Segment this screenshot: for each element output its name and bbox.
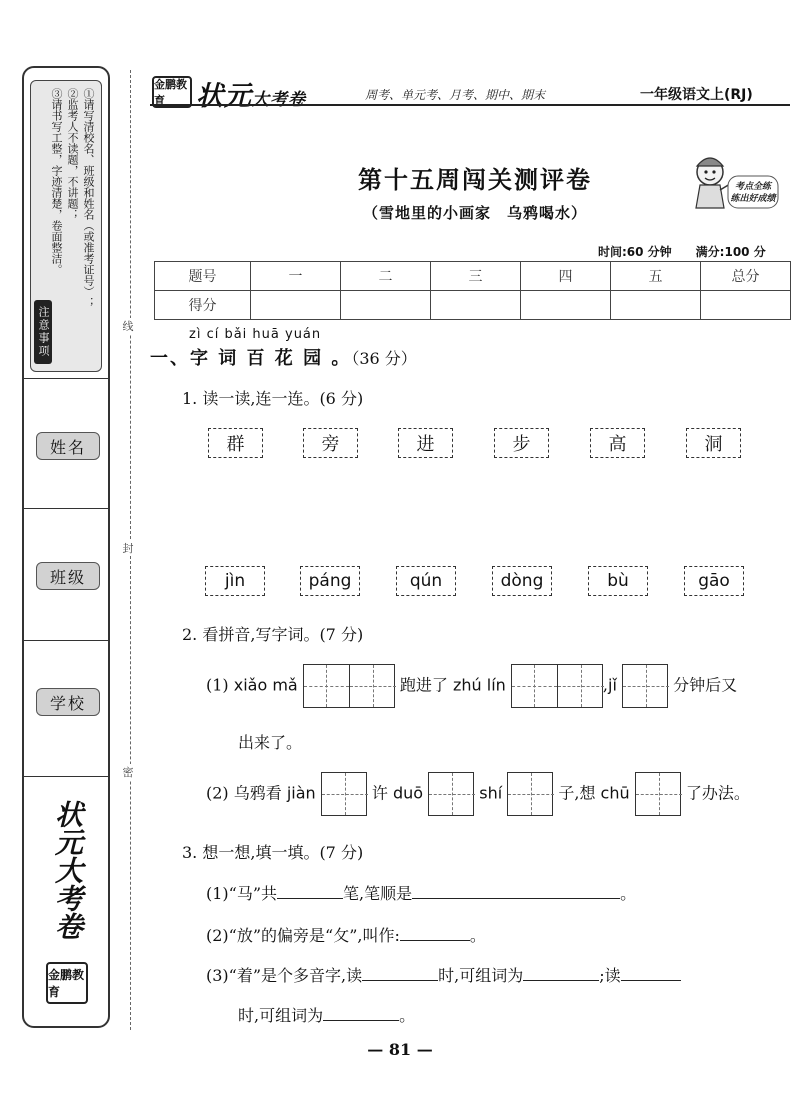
tianzige-box[interactable] bbox=[635, 772, 681, 816]
notice-item-2: ②监考人不读题，不讲题； bbox=[66, 88, 79, 220]
pinyin-box[interactable]: jìn bbox=[205, 566, 265, 596]
answer-blank[interactable] bbox=[277, 880, 343, 899]
char-box[interactable]: 旁 bbox=[303, 428, 358, 458]
q3-l2-text: 。 bbox=[469, 926, 486, 945]
score-header-cell: 总分 bbox=[701, 262, 791, 291]
q2-l1-pinyin: zhú lín bbox=[453, 675, 506, 695]
page-number: — 81 — bbox=[367, 1040, 433, 1059]
score-cell[interactable] bbox=[701, 291, 791, 320]
q2-l2-pinyin: shí bbox=[479, 783, 503, 803]
score-row-label: 得分 bbox=[155, 291, 251, 320]
notice-tag: 注意事项 bbox=[34, 300, 52, 364]
q2-l1-pinyin: jǐ bbox=[608, 675, 617, 695]
grade-label: 一年级语文上(RJ) bbox=[640, 87, 753, 103]
q3-l3-text: 。 bbox=[399, 1006, 416, 1025]
score-header-cell: 四 bbox=[521, 262, 611, 291]
q3-l1-text: 。 bbox=[620, 884, 637, 903]
cut-char-secret: 密 bbox=[120, 764, 136, 780]
q2-l2-text: 许 bbox=[371, 783, 393, 803]
publisher-logo: 金鹏教育 bbox=[152, 76, 192, 108]
char-box[interactable]: 高 bbox=[590, 428, 645, 458]
tianzige-box[interactable] bbox=[321, 772, 367, 816]
sidebar-divider bbox=[22, 640, 110, 641]
sidebar-brand-logo: 状元大考卷 bbox=[51, 800, 84, 940]
score-cell[interactable] bbox=[521, 291, 611, 320]
q3-line2 bbox=[206, 922, 486, 946]
pinyin-box[interactable]: dòng bbox=[492, 566, 552, 596]
answer-blank[interactable] bbox=[621, 962, 681, 981]
mascot-illustration bbox=[680, 148, 780, 218]
score-table-header-row bbox=[155, 262, 791, 291]
time-and-score-info: 时间:60 分钟 满分:100 分 bbox=[598, 245, 766, 259]
q3-l3-text: (3)“着”是个多音字,读 bbox=[206, 966, 363, 985]
brand-logo bbox=[196, 74, 306, 113]
q2-l2-text: 了办法。 bbox=[685, 783, 750, 803]
q2-line1 bbox=[206, 664, 737, 708]
score-header-cell: 五 bbox=[611, 262, 701, 291]
answer-blank[interactable] bbox=[362, 962, 438, 981]
sidebar-divider bbox=[22, 508, 110, 509]
q2-l1-pinyin: xiǎo mǎ bbox=[233, 675, 298, 695]
q3-prompt: 3. 想一想,填一填。(7 分) bbox=[182, 843, 364, 862]
q2-prompt: 2. 看拼音,写字词。(7 分) bbox=[182, 625, 364, 644]
q2-l1-text: (1) bbox=[206, 675, 234, 695]
mascot-text-1: 考点全练 bbox=[734, 182, 772, 192]
answer-blank[interactable] bbox=[523, 962, 599, 981]
q2-l2-pinyin: duō bbox=[392, 783, 424, 803]
notice-item-3: ③请书写工整，字迹清楚，卷面整洁。 bbox=[50, 88, 63, 275]
q2-l2-text: 子,想 bbox=[558, 783, 601, 803]
mascot-text-2: 练出好成绩 bbox=[730, 194, 776, 204]
tianzige-box[interactable] bbox=[303, 664, 395, 708]
q2-l1-text: 跑进了 bbox=[399, 675, 454, 695]
section1-title-text: 一、字 词 百 花 园 。 bbox=[150, 348, 352, 369]
q3-l3-text: ;读 bbox=[599, 966, 621, 985]
notice-item-1: ①请写清校名、班级和姓名（或准考证号）； bbox=[82, 88, 95, 308]
section1-title bbox=[150, 344, 417, 370]
section1-pinyin: zì cí bǎi huā yuán bbox=[189, 327, 322, 342]
q2-l2-text: (2) 乌鸦看 bbox=[206, 783, 287, 803]
char-box[interactable]: 群 bbox=[208, 428, 263, 458]
score-cell[interactable] bbox=[611, 291, 701, 320]
page-title: 第十五周闯关测评卷 bbox=[358, 166, 592, 194]
exam-types: 周考、单元考、月考、期中、期末 bbox=[365, 88, 546, 102]
q1-prompt: 1. 读一读,连一连。(6 分) bbox=[182, 389, 364, 408]
score-cell[interactable] bbox=[251, 291, 341, 320]
q3-l2-text: (2)“放”的偏旁是“攵”,叫作: bbox=[206, 926, 400, 945]
tianzige-box[interactable] bbox=[428, 772, 474, 816]
pinyin-box[interactable]: qún bbox=[396, 566, 456, 596]
sidebar-divider bbox=[22, 776, 110, 777]
section1-score: （36 分） bbox=[351, 349, 417, 368]
brand-main: 状元 bbox=[196, 81, 252, 112]
brand-sub: 大考卷 bbox=[252, 90, 306, 110]
q3-l1-text: 笔,笔顺是 bbox=[343, 884, 413, 903]
char-box[interactable]: 进 bbox=[398, 428, 453, 458]
q2-line2 bbox=[206, 772, 750, 816]
q3-line1 bbox=[206, 880, 636, 904]
pinyin-box[interactable]: páng bbox=[300, 566, 360, 596]
q2-line1-cont: 出来了。 bbox=[238, 733, 303, 752]
cut-char-line: 线 bbox=[120, 318, 136, 334]
score-header-cell: 二 bbox=[341, 262, 431, 291]
page-subtitle: （雪地里的小画家 乌鸦喝水） bbox=[362, 204, 587, 222]
score-cell[interactable] bbox=[341, 291, 431, 320]
tianzige-box[interactable] bbox=[511, 664, 603, 708]
score-header-cell: 题号 bbox=[155, 262, 251, 291]
q3-line3 bbox=[206, 962, 681, 986]
tianzige-box[interactable] bbox=[622, 664, 668, 708]
header-rule bbox=[150, 104, 790, 106]
q3-l3-text: 时,可组词为 bbox=[238, 1006, 324, 1025]
score-table bbox=[154, 261, 791, 320]
q3-l1-text: (1)“马”共 bbox=[206, 884, 278, 903]
class-label: 班级 bbox=[36, 562, 100, 590]
pinyin-box[interactable]: gāo bbox=[684, 566, 744, 596]
school-label: 学校 bbox=[36, 688, 100, 716]
q3-l3-text: 时,可组词为 bbox=[438, 966, 524, 985]
answer-blank[interactable] bbox=[323, 1002, 399, 1021]
answer-blank[interactable] bbox=[412, 880, 620, 899]
pinyin-box[interactable]: bù bbox=[588, 566, 648, 596]
score-header-cell: 一 bbox=[251, 262, 341, 291]
name-label: 姓名 bbox=[36, 432, 100, 460]
q2-l2-pinyin: jiàn bbox=[286, 783, 316, 803]
q2-l1-text: 分钟后又 bbox=[673, 675, 738, 695]
cut-char-seal: 封 bbox=[120, 540, 136, 556]
score-header-cell: 三 bbox=[431, 262, 521, 291]
char-box[interactable]: 步 bbox=[494, 428, 549, 458]
tianzige-box[interactable] bbox=[507, 772, 553, 816]
q3-line3-cont bbox=[238, 1002, 415, 1026]
answer-blank[interactable] bbox=[400, 922, 470, 941]
sidebar-publisher-logo: 金鹏教育 bbox=[46, 962, 88, 1004]
q2-l1-text: , bbox=[602, 675, 608, 695]
q2-l2-pinyin: chū bbox=[600, 783, 630, 803]
score-cell[interactable] bbox=[431, 291, 521, 320]
char-box[interactable]: 洞 bbox=[686, 428, 741, 458]
sidebar-divider bbox=[22, 378, 110, 379]
score-table-score-row bbox=[155, 291, 791, 320]
